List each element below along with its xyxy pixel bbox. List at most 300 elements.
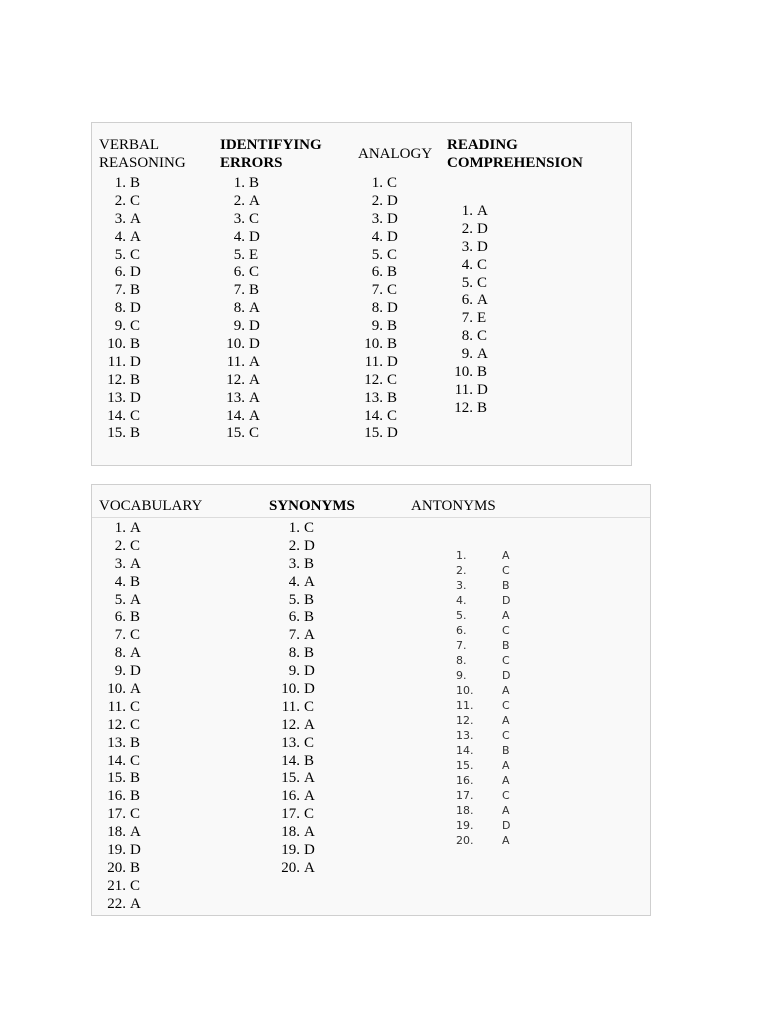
answer-item xyxy=(103,408,141,426)
answer-number: 5. xyxy=(114,591,126,608)
answer-item xyxy=(360,425,398,443)
answer-number: 14. xyxy=(456,744,474,757)
answer-number: 9. xyxy=(114,663,126,680)
answer-item xyxy=(103,425,141,443)
answer-letter: D xyxy=(130,353,141,370)
answer-item xyxy=(360,175,398,193)
answer-number: 7. xyxy=(114,627,126,644)
answer-item xyxy=(277,788,315,806)
answer-number: 17. xyxy=(281,806,300,823)
answer-letter: B xyxy=(502,639,510,652)
answer-item xyxy=(450,292,488,310)
answer-number: 12. xyxy=(456,714,474,727)
answer-letter: A xyxy=(130,824,141,841)
answer-letter: B xyxy=(387,389,398,406)
answer-number: 2. xyxy=(114,192,126,209)
answer-item xyxy=(277,609,315,627)
answer-item xyxy=(456,788,510,803)
answer-number: 13. xyxy=(107,389,126,406)
answer-letter: B xyxy=(249,282,260,299)
answer-item xyxy=(222,175,260,193)
answer-number: 10. xyxy=(107,336,126,353)
answer-letter: B xyxy=(130,175,141,191)
answer-letter: A xyxy=(502,774,510,787)
answer-item xyxy=(456,773,510,788)
answer-item xyxy=(103,842,141,860)
answer-letter: A xyxy=(304,859,315,876)
answer-number: 19. xyxy=(107,842,126,859)
answer-number: 11. xyxy=(364,353,383,370)
answer-number: 11. xyxy=(281,698,300,715)
answer-item xyxy=(277,824,315,842)
answer-number: 18. xyxy=(281,824,300,841)
answer-number: 9. xyxy=(371,318,383,335)
answer-item xyxy=(450,275,488,293)
answer-number: 18. xyxy=(107,824,126,841)
answer-letter: D xyxy=(249,228,260,245)
answer-letter: C xyxy=(249,210,260,227)
answer-item xyxy=(450,364,488,382)
answer-number: 7. xyxy=(233,282,245,299)
answer-item xyxy=(277,681,315,699)
answer-number: 12. xyxy=(226,371,245,388)
answer-letter: D xyxy=(304,842,315,859)
answer-number: 5. xyxy=(288,591,300,608)
answer-letter: B xyxy=(130,336,141,353)
answer-number: 13. xyxy=(364,389,383,406)
answer-number: 11. xyxy=(454,381,473,398)
answer-number: 9. xyxy=(288,663,300,680)
answer-number: 15. xyxy=(364,425,383,442)
answer-number: 9. xyxy=(114,318,126,335)
answer-item xyxy=(456,743,510,758)
answer-item xyxy=(456,713,510,728)
answer-letter: B xyxy=(249,175,260,191)
answer-item xyxy=(277,770,315,788)
answer-number: 8. xyxy=(456,654,467,667)
answer-letter: B xyxy=(130,609,141,626)
answer-number: 5. xyxy=(233,246,245,263)
answer-item xyxy=(103,824,141,842)
answer-number: 9. xyxy=(233,318,245,335)
answer-letter: D xyxy=(387,228,398,245)
answer-item xyxy=(360,300,398,318)
answer-item xyxy=(222,318,260,336)
answer-item xyxy=(456,623,510,638)
answer-number: 15. xyxy=(456,759,474,772)
answer-number: 21. xyxy=(107,877,126,894)
answer-letter: C xyxy=(130,806,141,823)
answer-item xyxy=(222,229,260,247)
answer-number: 7. xyxy=(456,639,467,652)
answer-item xyxy=(103,211,141,229)
analogy-answers xyxy=(360,175,398,443)
answer-key-table-1 xyxy=(91,122,632,466)
answer-letter: C xyxy=(249,264,260,281)
answer-number: 15. xyxy=(107,770,126,787)
answer-letter: D xyxy=(502,669,511,682)
answer-letter: B xyxy=(502,744,510,757)
answer-item xyxy=(450,328,488,346)
answer-letter: B xyxy=(130,770,141,787)
answer-letter: D xyxy=(502,594,511,607)
answer-number: 15. xyxy=(281,770,300,787)
answer-number: 14. xyxy=(364,407,383,424)
answer-item xyxy=(222,247,260,265)
answer-letter: C xyxy=(130,627,141,644)
answer-item xyxy=(450,400,488,418)
answer-number: 4. xyxy=(461,256,473,273)
answer-letter: C xyxy=(130,752,141,769)
answer-letter: A xyxy=(502,549,510,562)
answer-number: 12. xyxy=(454,399,473,416)
answer-item xyxy=(103,193,141,211)
answer-item xyxy=(360,354,398,372)
answer-number: 8. xyxy=(288,645,300,662)
answer-item xyxy=(103,645,141,663)
answer-item xyxy=(103,175,141,193)
answer-item xyxy=(277,574,315,592)
answer-number: 6. xyxy=(456,624,467,637)
answer-number: 6. xyxy=(114,609,126,626)
antonyms-header: ANTONYMS xyxy=(411,498,496,514)
answer-item xyxy=(360,318,398,336)
answer-letter: D xyxy=(249,318,260,335)
answer-number: 22. xyxy=(107,895,126,912)
answer-letter: C xyxy=(130,877,141,894)
answer-number: 4. xyxy=(114,573,126,590)
answer-letter: D xyxy=(387,300,398,317)
answer-item xyxy=(277,538,315,556)
answer-item xyxy=(277,735,315,753)
answer-number: 1. xyxy=(461,203,473,219)
answer-item xyxy=(103,354,141,372)
answer-item xyxy=(103,663,141,681)
answer-letter: C xyxy=(387,282,398,299)
answer-number: 4. xyxy=(114,228,126,245)
answer-letter: C xyxy=(502,624,510,637)
answer-item xyxy=(103,372,141,390)
answer-item xyxy=(456,593,510,608)
answer-letter: D xyxy=(387,425,398,442)
answer-item xyxy=(103,229,141,247)
answer-item xyxy=(103,699,141,717)
answer-number: 11. xyxy=(107,353,126,370)
answer-letter: C xyxy=(130,537,141,554)
answer-number: 10. xyxy=(226,336,245,353)
answer-item xyxy=(277,860,315,878)
answer-letter: C xyxy=(477,274,488,291)
answer-item xyxy=(456,668,510,683)
answer-letter: B xyxy=(304,609,315,626)
answer-item xyxy=(450,203,488,221)
answer-item xyxy=(360,390,398,408)
answer-item xyxy=(360,408,398,426)
answer-item xyxy=(456,578,510,593)
answer-letter: D xyxy=(304,537,315,554)
answer-item xyxy=(360,211,398,229)
answer-number: 12. xyxy=(364,371,383,388)
answer-letter: A xyxy=(477,292,488,309)
answer-letter: D xyxy=(477,220,488,237)
answer-number: 6. xyxy=(114,264,126,281)
answer-number: 16. xyxy=(281,788,300,805)
answer-number: 19. xyxy=(456,819,474,832)
answer-item xyxy=(103,717,141,735)
answer-number: 3. xyxy=(233,210,245,227)
answer-item xyxy=(103,806,141,824)
answer-number: 3. xyxy=(456,579,467,592)
answer-item xyxy=(277,520,315,538)
answer-number: 8. xyxy=(233,300,245,317)
answer-number: 14. xyxy=(107,407,126,424)
answer-letter: A xyxy=(304,716,315,733)
answer-letter: C xyxy=(387,371,398,388)
answer-number: 10. xyxy=(281,681,300,698)
answer-number: 12. xyxy=(107,371,126,388)
answer-item xyxy=(103,609,141,627)
answer-number: 3. xyxy=(114,555,126,572)
answer-letter: B xyxy=(130,859,141,876)
answer-number: 1. xyxy=(456,549,467,562)
answer-letter: D xyxy=(477,381,488,398)
answer-item xyxy=(360,264,398,282)
answer-number: 1. xyxy=(114,520,126,536)
answer-item xyxy=(360,282,398,300)
answer-item xyxy=(103,896,141,914)
answer-letter: B xyxy=(387,336,398,353)
answer-letter: A xyxy=(130,555,141,572)
answer-number: 4. xyxy=(288,573,300,590)
answer-letter: A xyxy=(304,788,315,805)
antonyms-answers xyxy=(456,548,510,848)
answer-letter: A xyxy=(249,371,260,388)
answer-item xyxy=(103,681,141,699)
answer-letter: D xyxy=(130,663,141,680)
answer-number: 4. xyxy=(456,594,467,607)
answer-item xyxy=(103,735,141,753)
answer-letter: C xyxy=(249,425,260,442)
answer-number: 14. xyxy=(226,407,245,424)
answer-item xyxy=(360,229,398,247)
answer-number: 9. xyxy=(461,346,473,363)
answer-number: 2. xyxy=(371,192,383,209)
answer-item xyxy=(222,211,260,229)
answer-number: 16. xyxy=(456,774,474,787)
answer-letter: C xyxy=(304,734,315,751)
answer-letter: A xyxy=(249,389,260,406)
answer-letter: A xyxy=(130,228,141,245)
answer-letter: B xyxy=(304,645,315,662)
answer-letter: B xyxy=(304,752,315,769)
answer-letter: C xyxy=(502,789,510,802)
answer-letter: C xyxy=(477,328,488,345)
answer-item xyxy=(222,300,260,318)
answer-letter: A xyxy=(249,300,260,317)
answer-letter: D xyxy=(502,819,511,832)
answer-number: 10. xyxy=(456,684,474,697)
answer-number: 19. xyxy=(281,842,300,859)
answer-letter: A xyxy=(249,353,260,370)
identifying-errors-answers xyxy=(222,175,260,443)
answer-number: 3. xyxy=(371,210,383,227)
answer-item xyxy=(456,563,510,578)
answer-item xyxy=(277,556,315,574)
answer-item xyxy=(360,193,398,211)
answer-letter: D xyxy=(387,210,398,227)
answer-number: 7. xyxy=(114,282,126,299)
answer-item xyxy=(277,806,315,824)
answer-item xyxy=(456,728,510,743)
answer-letter: C xyxy=(477,256,488,273)
answer-number: 11. xyxy=(456,699,474,712)
answer-number: 13. xyxy=(226,389,245,406)
answer-letter: A xyxy=(130,591,141,608)
answer-number: 18. xyxy=(456,804,474,817)
answer-letter: B xyxy=(130,425,141,442)
answer-letter: D xyxy=(130,300,141,317)
answer-number: 1. xyxy=(288,520,300,536)
answer-letter: C xyxy=(130,318,141,335)
answer-letter: D xyxy=(130,842,141,859)
answer-item xyxy=(103,318,141,336)
answer-number: 17. xyxy=(456,789,474,802)
answer-letter: A xyxy=(304,770,315,787)
synonyms-header: SYNONYMS xyxy=(269,498,355,514)
answer-number: 1. xyxy=(371,175,383,191)
answer-number: 8. xyxy=(461,328,473,345)
answer-number: 20. xyxy=(281,859,300,876)
answer-letter: C xyxy=(502,699,510,712)
answer-number: 16. xyxy=(107,788,126,805)
answer-letter: D xyxy=(304,663,315,680)
answer-item xyxy=(103,770,141,788)
header-divider xyxy=(92,517,650,518)
synonyms-answers xyxy=(277,520,315,878)
answer-number: 7. xyxy=(288,627,300,644)
answer-number: 2. xyxy=(114,537,126,554)
answer-letter: A xyxy=(304,627,315,644)
answer-letter: C xyxy=(387,246,398,263)
answer-item xyxy=(456,653,510,668)
answer-letter: E xyxy=(477,310,487,327)
answer-number: 5. xyxy=(456,609,467,622)
answer-letter: B xyxy=(130,371,141,388)
answer-letter: B xyxy=(387,318,398,335)
answer-item xyxy=(103,282,141,300)
answer-item xyxy=(103,556,141,574)
answer-number: 3. xyxy=(288,555,300,572)
verbal-reasoning-answers xyxy=(103,175,141,443)
answer-letter: D xyxy=(130,264,141,281)
answer-letter: A xyxy=(502,714,510,727)
answer-number: 5. xyxy=(371,246,383,263)
answer-item xyxy=(222,264,260,282)
answer-letter: B xyxy=(304,591,315,608)
answer-number: 2. xyxy=(456,564,467,577)
answer-item xyxy=(277,842,315,860)
answer-letter: C xyxy=(130,698,141,715)
answer-item xyxy=(103,336,141,354)
answer-item xyxy=(103,264,141,282)
answer-item xyxy=(450,257,488,275)
answer-item xyxy=(456,548,510,563)
answer-item xyxy=(456,803,510,818)
answer-letter: A xyxy=(502,759,510,772)
reading-comprehension-answers xyxy=(450,203,488,418)
answer-number: 10. xyxy=(454,364,473,381)
answer-number: 2. xyxy=(461,220,473,237)
answer-item xyxy=(456,833,510,848)
answer-number: 6. xyxy=(288,609,300,626)
answer-number: 4. xyxy=(371,228,383,245)
answer-item xyxy=(277,717,315,735)
answer-letter: D xyxy=(477,238,488,255)
answer-letter: C xyxy=(502,564,510,577)
answer-item xyxy=(450,346,488,364)
answer-number: 13. xyxy=(107,734,126,751)
answer-letter: D xyxy=(304,681,315,698)
answer-item xyxy=(456,608,510,623)
answer-item xyxy=(277,645,315,663)
answer-letter: A xyxy=(502,804,510,817)
answer-letter: C xyxy=(387,407,398,424)
vocabulary-header: VOCABULARY xyxy=(99,498,203,514)
answer-letter: C xyxy=(502,729,510,742)
answer-letter: D xyxy=(387,192,398,209)
answer-letter: A xyxy=(249,407,260,424)
answer-number: 15. xyxy=(226,425,245,442)
answer-number: 20. xyxy=(107,859,126,876)
answer-item xyxy=(277,592,315,610)
answer-item xyxy=(103,247,141,265)
identifying-errors-header: IDENTIFYING ERRORS xyxy=(220,137,322,171)
answer-number: 7. xyxy=(371,282,383,299)
answer-item xyxy=(456,683,510,698)
answer-letter: A xyxy=(502,609,510,622)
answer-number: 14. xyxy=(281,752,300,769)
answer-item xyxy=(103,788,141,806)
answer-letter: B xyxy=(502,579,510,592)
answer-letter: C xyxy=(304,806,315,823)
answer-letter: B xyxy=(477,399,488,416)
answer-item xyxy=(222,354,260,372)
answer-item xyxy=(103,538,141,556)
answer-number: 13. xyxy=(281,734,300,751)
answer-number: 2. xyxy=(288,537,300,554)
answer-item xyxy=(103,574,141,592)
answer-letter: B xyxy=(130,788,141,805)
answer-letter: A xyxy=(130,895,141,912)
answer-letter: C xyxy=(130,246,141,263)
answer-item xyxy=(277,753,315,771)
answer-letter: A xyxy=(304,573,315,590)
answer-letter: B xyxy=(477,364,488,381)
answer-item xyxy=(103,860,141,878)
verbal-reasoning-header: VERBAL REASONING xyxy=(99,137,186,171)
vocabulary-answers xyxy=(103,520,141,914)
answer-number: 11. xyxy=(226,353,245,370)
answer-number: 17. xyxy=(107,806,126,823)
answer-number: 6. xyxy=(461,292,473,309)
answer-item xyxy=(456,818,510,833)
answer-item xyxy=(360,336,398,354)
answer-letter: A xyxy=(477,346,488,363)
answer-number: 12. xyxy=(107,716,126,733)
answer-letter: A xyxy=(304,824,315,841)
answer-number: 6. xyxy=(371,264,383,281)
analogy-header: ANALOGY xyxy=(358,146,433,162)
